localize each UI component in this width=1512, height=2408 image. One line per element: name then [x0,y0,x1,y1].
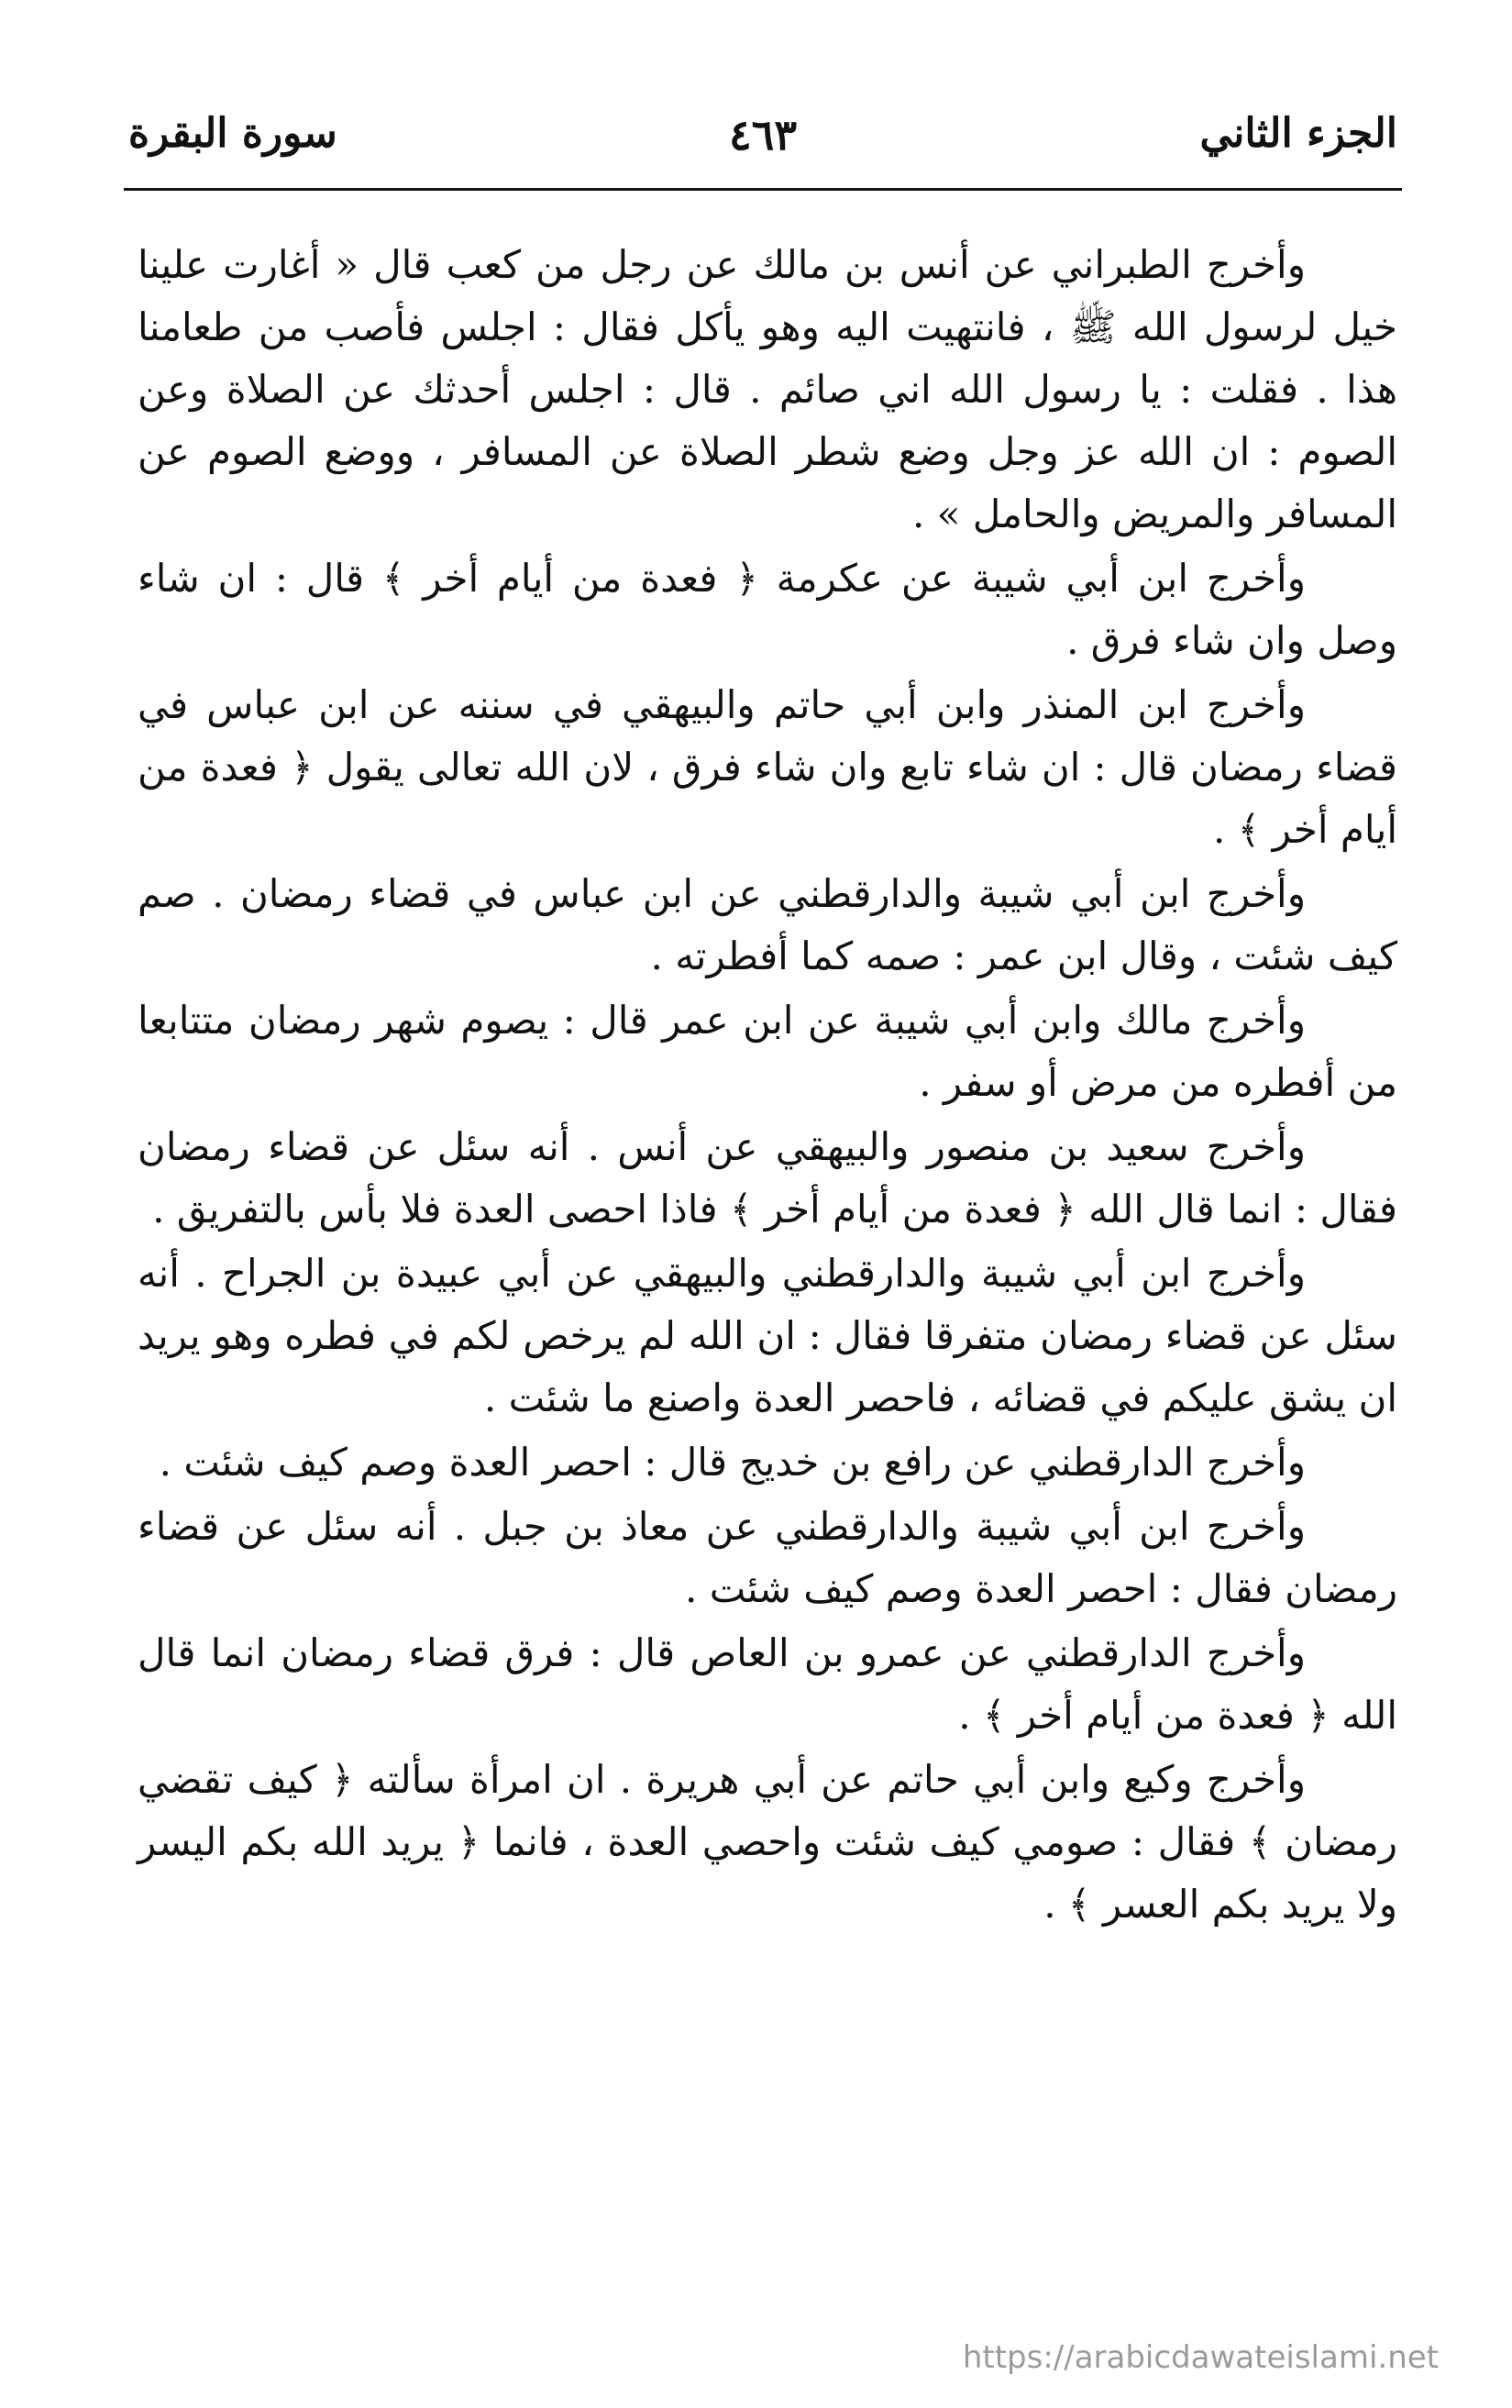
paragraph-1: وأخرج الطبراني عن أنس بن مالك عن رجل من كعب قال « أغارت علينا خيل لرسول الله ﷺ ، فانتهيت اليه وهو يأكل فقال : اجلس فأصب من طعامنا هذا . فقلت : يا رسول الله اني صائم . قال : اجلس أحدثك عن الصلاة وعن الصوم : ان الله عز وجل وضع شطر الصلاة عن المسافر ، ووضع الصوم عن المسافر والمريض والحامل » . [138,242,1397,536]
source-watermark: https://arabicdawateislami.net [962,2339,1439,2376]
paragraph-9: وأخرج ابن أبي شيبة والدارقطني عن معاذ بن جبل . أنه سئل عن قضاء رمضان فقال : احصر العدة وصم كيف شئت . [138,1504,1397,1611]
paragraph-3: وأخرج ابن المنذر وابن أبي حاتم والبيهقي في سننه عن ابن عباس في قضاء رمضان قال : ان شاء تابع وان شاء فرق ، لان الله تعالى يقول ﴿ فعدة من أيام أخر ﴾ . [138,682,1397,852]
page-body [138,234,1397,1938]
paragraph-10: وأخرج الدارقطني عن عمرو بن العاص قال : فرق قضاء رمضان انما قال الله ﴿ فعدة من أيام أخر ﴾ . [138,1630,1397,1738]
page-header [128,110,1397,174]
paragraph-11: وأخرج وكيع وابن أبي حاتم عن أبي هريرة . ان امرأة سألته ﴿ كيف تقضي رمضان ﴾ فقال : صومي كيف شئت واحصي العدة ، فانما ﴿ يريد الله بكم اليسر ولا يريد بكم العسر ﴾ . [138,1757,1397,1927]
paragraph-8: وأخرج الدارقطني عن رافع بن خديج قال : احصر العدة وصم كيف شئت . [159,1440,1306,1485]
paragraph-2: وأخرج ابن أبي شيبة عن عكرمة ﴿ فعدة من أيام أخر ﴾ قال : ان شاء وصل وان شاء فرق . [138,556,1397,663]
paragraph-6: وأخرج سعيد بن منصور والبيهقي عن أنس . أنه سئل عن قضاء رمضان فقال : انما قال الله ﴿ فعدة من أيام أخر ﴾ فاذا احصى العدة فلا بأس بالتفريق . [138,1124,1397,1232]
page-number: ٤٦٣ [728,110,798,160]
part-title: الجزء الثاني [1199,110,1397,157]
paragraph-5: وأخرج مالك وابن أبي شيبة عن ابن عمر قال : يصوم شهر رمضان متتابعا من أفطره من مرض أو سفر . [138,998,1397,1105]
paragraph-4: وأخرج ابن أبي شيبة والدارقطني عن ابن عباس في قضاء رمضان . صم كيف شئت ، وقال ابن عمر : صمه كما أفطرته . [138,871,1397,978]
paragraph-7: وأخرج ابن أبي شيبة والدارقطني والبيهقي عن أبي عبيدة بن الجراح . أنه سئل عن قضاء رمضان متفرقا فقال : ان الله لم يرخص لكم في فطره وهو يريد ان يشق عليكم في قضائه ، فاحصر العدة واصنع ما شئت . [138,1251,1397,1420]
surah-title: سورة البقرة [128,110,337,157]
header-divider [124,188,1402,191]
